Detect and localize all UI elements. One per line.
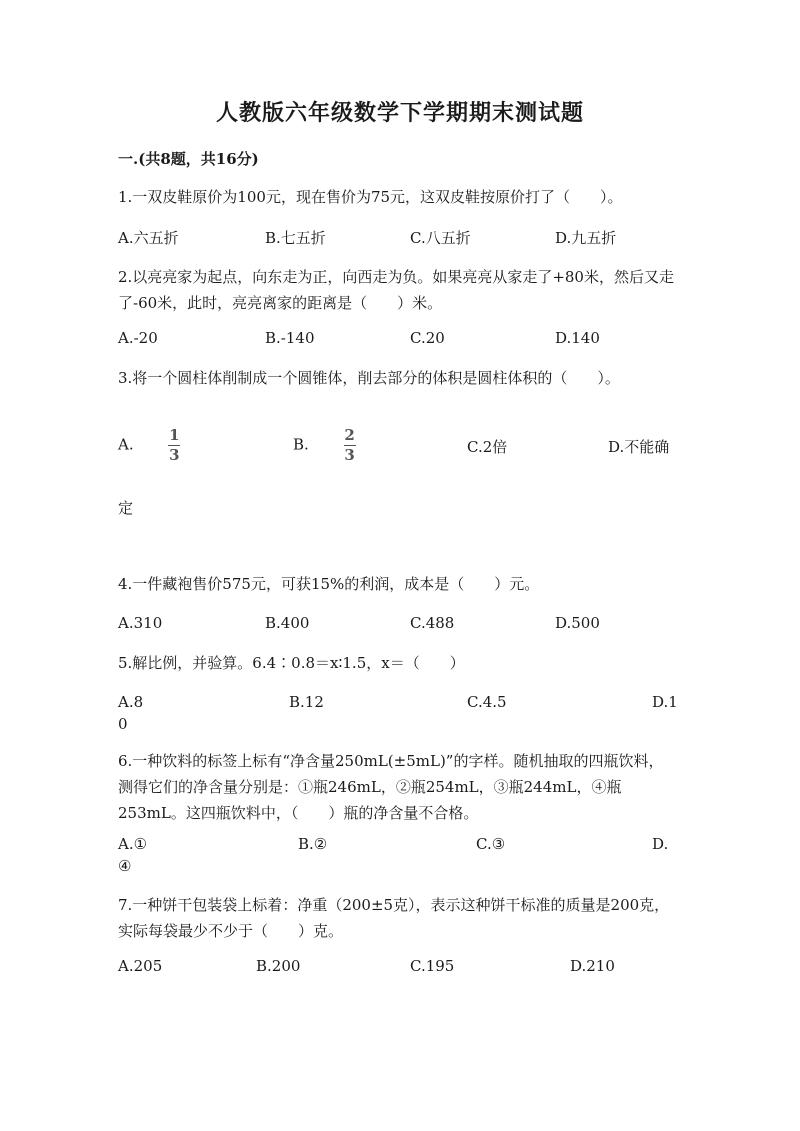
section-heading: 一.(共8题，共16分) [118,150,259,168]
q7-option-a[interactable]: A.205 [118,957,163,975]
q4-option-b[interactable]: B.400 [265,614,310,632]
question-7: 7.一种饼干包装袋上标着：净重（200±5克），表示这种饼干标准的质量是200克，实际每袋最少不少于（ ）克。 [118,896,670,940]
fraction-one-third [168,428,180,463]
fraction-denominator: 3 [344,446,355,464]
q2-option-c[interactable]: C.20 [410,329,445,347]
q3-option-a[interactable] [118,428,180,463]
q1-option-c[interactable]: C.八五折 [410,229,471,247]
question-1: 1.一双皮鞋原价为100元，现在售价为75元，这双皮鞋按原价打了（ ）。 [118,188,623,206]
q3-option-a-label: A. [118,435,134,454]
q2-option-d[interactable]: D.140 [555,329,600,347]
q6-option-a[interactable]: A.① [118,835,148,853]
q4-option-a[interactable]: A.310 [118,614,163,632]
q4-option-d[interactable]: D.500 [555,614,600,632]
q6-option-d-wrap: ④ [118,857,132,875]
q5-option-c[interactable]: C.4.5 [467,693,507,711]
q3-option-d-wrap: 定 [118,499,134,517]
page-title: 人教版六年级数学下学期期末测试题 [215,100,584,126]
q5-option-d[interactable]: D.1 [652,693,678,711]
question-3: 3.将一个圆柱体削制成一个圆锥体，削去部分的体积是圆柱体积的（ ）。 [118,369,620,387]
q6-option-d[interactable]: D. [652,835,669,853]
q5-option-d-wrap: 0 [118,715,128,733]
q3-option-b[interactable] [293,428,356,463]
q7-option-b[interactable]: B.200 [256,957,301,975]
q5-option-a[interactable]: A.8 [118,693,144,711]
q2-option-b[interactable]: B.-140 [265,329,315,347]
fraction-numerator: 2 [344,426,355,444]
question-2: 2.以亮亮家为起点，向东走为正，向西走为负。如果亮亮从家走了+80米，然后又走了-60米，此时，亮亮离家的距离是（ ）米。 [118,268,674,312]
q3-option-c[interactable]: C.2倍 [467,438,508,456]
question-4: 4.一件藏袍售价575元，可获15%的利润，成本是（ ）元。 [118,575,540,593]
q7-option-c[interactable]: C.195 [410,957,455,975]
fraction-denominator: 3 [169,446,180,464]
q2-option-a[interactable]: A.-20 [118,329,158,347]
q6-option-c[interactable]: C.③ [476,835,506,853]
fraction-numerator: 1 [169,426,180,444]
q1-option-d[interactable]: D.九五折 [555,229,617,247]
q5-option-b[interactable]: B.12 [289,693,324,711]
q4-option-c[interactable]: C.488 [410,614,455,632]
q7-option-d[interactable]: D.210 [570,957,615,975]
q6-option-b[interactable]: B.② [298,835,328,853]
q3-option-b-label: B. [293,435,309,454]
fraction-two-thirds [344,428,356,463]
question-6: 6.一种饮料的标签上标有“净含量250mL(±5mL)”的字样。随机抽取的四瓶饮料，测得它们的净含量分别是：①瓶246mL，②瓶254mL，③瓶244mL，④瓶253mL。这四瓶饮料中，（ ）瓶的净含量不合格。 [118,752,664,822]
q1-option-b[interactable]: B.七五折 [265,229,326,247]
q3-option-d[interactable]: D.不能确 [608,438,670,456]
question-5: 5.解比例，并验算。6.4∶0.8＝x∶1.5，x＝（ ） [118,654,465,672]
q1-option-a[interactable]: A.六五折 [118,229,179,247]
